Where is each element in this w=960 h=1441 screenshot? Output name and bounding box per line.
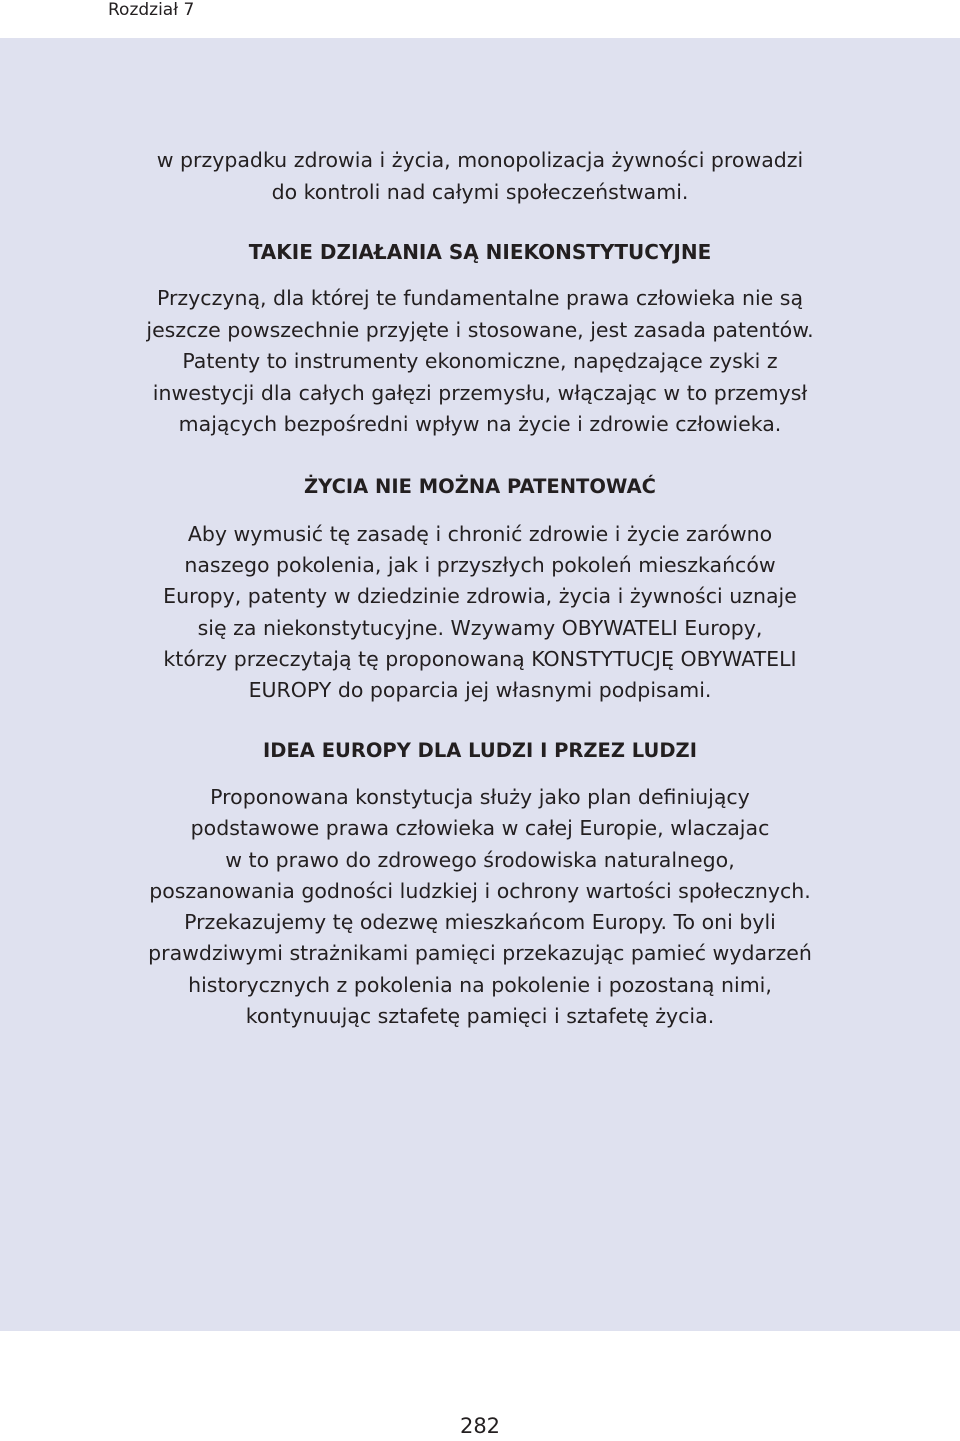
chapter-label: Rozdział 7 — [108, 0, 195, 20]
content-panel — [0, 38, 960, 1331]
paragraph-line: EUROPY do poparcia jej własnymi podpisami. — [248, 678, 712, 703]
paragraph-line: się za niekonstytucyjne. Wzywamy OBYWATELI Europy, — [197, 615, 763, 640]
constitution-paragraph — [0, 782, 960, 1032]
paragraph-line: podstawowe prawa człowieka w całej Europie, wlaczajac — [190, 816, 770, 841]
paragraph-line: w to prawo do zdrowego środowiska naturalnego, — [225, 847, 735, 872]
section-heading-idea-of-europe: IDEA EUROPY DLA LUDZI I PRZEZ LUDZI — [263, 739, 697, 762]
call-to-citizens-paragraph — [0, 519, 960, 706]
paragraph-line: Aby wymusić tę zasadę i chronić zdrowie i życie zarówno — [187, 522, 773, 546]
paragraph-line: Proponowana konstytucja służy jako plan definiujący — [210, 785, 750, 809]
paragraph-line: w przypadku zdrowia i życia, monopolizacja żywności prowadzi — [156, 148, 804, 172]
paragraph-line: Europy, patenty w dziedzinie zdrowia, życia i żywności uznaje — [163, 584, 797, 609]
paragraph-line: prawdziwymi strażnikami pamięci przekazując pamieć wydarzeń — [148, 941, 812, 966]
page-number: 282 — [459, 1414, 501, 1438]
paragraph-line: kontynuując sztafetę pamięci i sztafetę życia. — [245, 1004, 715, 1029]
paragraph-line: mających bezpośredni wpływ na życie i zdrowie człowieka. — [178, 412, 782, 436]
paragraph-line: którzy przeczytają tę proponowaną KONSTYTUCJĘ OBYWATELI — [163, 646, 797, 671]
paragraph-line: naszego pokolenia, jak i przyszłych pokoleń mieszkańców — [184, 553, 776, 578]
paragraph-line: poszanowania godności ludzkiej i ochrony wartości społecznych. — [149, 878, 811, 903]
paragraph-line: do kontroli nad całymi społeczeństwami. — [271, 180, 689, 204]
paragraph-line: Przekazujemy tę odezwę mieszkańcom Europy. To oni byli — [184, 910, 776, 935]
patents-paragraph — [0, 283, 960, 441]
paragraph-line: Patenty to instrumenty ekonomiczne, napędzające zyski z — [182, 349, 778, 373]
paragraph-line: inwestycji dla całych gałęzi przemysłu, włączając w to przemysł — [152, 380, 808, 405]
intro-paragraph — [0, 144, 960, 208]
paragraph-line: historycznych z pokolenia na pokolenie i pozostaną nimi, — [188, 972, 772, 997]
section-heading-no-patenting-life: ŻYCIA NIE MOŻNA PATENTOWAĆ — [304, 475, 656, 498]
paragraph-line: Przyczyną, dla której te fundamentalne prawa człowieka nie są — [156, 286, 804, 310]
paragraph-line: jeszcze powszechnie przyjęte i stosowane, jest zasada patentów. — [146, 317, 814, 342]
section-heading-unconstitutional: TAKIE DZIAŁANIA SĄ NIEKONSTYTUCYJNE — [248, 240, 712, 264]
